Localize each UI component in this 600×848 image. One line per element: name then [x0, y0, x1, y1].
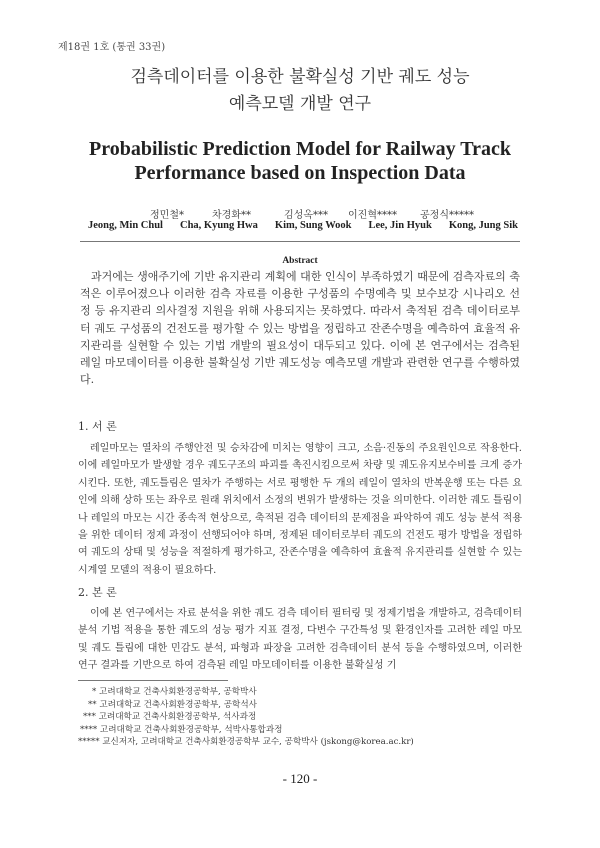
- author-korean-1: 정민철*: [150, 210, 184, 221]
- section-1-title: 1. 서 론: [78, 420, 117, 433]
- korean-title-line1: 검측데이터를 이용한 불확실성 기반 궤도 성능: [130, 67, 470, 87]
- footnotes: [78, 686, 414, 749]
- abstract-body: 과거에는 생애주기에 기반 유지관리 계획에 대한 인식이 부족하였기 때문에 검측자료의 축적은 이루어졌으나 이러한 검측 자료를 이용한 구성품의 수명예측 및 보수보강 시나리오 선정 등 유지관리 의사결정 지원을 위해 사용되지는 못하였다. 따라서 축적된 검측 데이터로부터 궤도 구성품의 건전도를 평가할 수 있는 방법을 정립하고 잔존수명을 예측하여 효율적 유지관리를 실현할 수 있는 기법 개발의 필요성이 대두되고 있다. 이에 본 연구에서는 검측된 레일 마모데이터를 이용한 불확실성 기반 궤도성능 예측모델 개발과 관련한 연구를 수행하였다.: [80, 270, 520, 387]
- author-english-3: Kim, Sung Wook: [274, 220, 352, 231]
- korean-title-line2: 예측모델 개발 연구: [228, 94, 372, 114]
- author-english-5: Kong, Jung Sik: [448, 220, 518, 231]
- footnote-4: **** 고려대학교 건축사회환경공학부, 석박사통합과정: [80, 724, 283, 735]
- section-2-body: 이에 본 연구에서는 자료 분석을 위한 궤도 검측 데이터 필터링 및 정제기법을 개발하고, 검측데이터 분석 기법 적용을 통한 궤도의 성능 평가 지표 결정, 다변수 구간특성 및 환경인자를 고려한 레일 마모 및 궤도 틀림에 대한 민감도 분석, 파형과 파장을 고려한 검측데이터 분석 등을 수행하였으며, 이러한 연구 결과를 기반으로 하여 검측된 레일 마모데이터를 이용한 불확실성 기: [78, 608, 522, 672]
- page-number: - 120 -: [282, 771, 318, 786]
- section-2-title: 2. 본 론: [78, 586, 117, 599]
- author-english-4: Lee, Jin Hyuk: [368, 220, 432, 231]
- footnote-divider: [78, 680, 228, 681]
- english-title-line2: Performance based on Inspection Data: [134, 162, 466, 184]
- section-1-body: 레일마모는 열차의 주행안전 및 승차감에 미치는 영향이 크고, 소음·진동의 주요원인으로 작용한다. 이에 레일마모가 발생할 경우 궤도구조의 파괴를 촉진시킴으로써 차량 및 궤도유지보수비를 크게 증가시킨다. 또한, 궤도틀림은 열차가 주행하는 서로 평행한 두 개의 레일이 열차의 반복운행 또는 다른 요인에 의해 상하 또는 좌우로 원래 위치에서 소정의 변위가 발생하는 것을 의미한다. 이러한 궤도 틀림이나 레일의 마모는 시간 종속적 현상으로, 축적된 검측 데이터의 문제점을 파악하여 궤도 성능 분석 적용을 위한 데이터 정제 과정이 선행되어야 하며, 정제된 데이터로부터 궤도의 건전도 평가 방법을 정립하여 궤도의 상태 및 성능을 적절하게 평가하고, 잔존수명을 예측하여 효율적 유지관리를 실현할 수 있는 시계열 모델의 적용이 필요하다.: [78, 443, 522, 576]
- author-english-1: Jeong, Min Chul: [88, 220, 163, 231]
- author-english-list: [88, 220, 518, 231]
- footnote-1: * 고려대학교 건축사회환경공학부, 공학박사: [92, 687, 257, 697]
- english-title-line1: Probabilistic Prediction Model for Railway Track: [88, 138, 511, 160]
- author-korean-5: 공정식*****: [420, 210, 474, 221]
- author-korean-2: 차경화**: [212, 210, 251, 221]
- footnote-2: ** 고려대학교 건축사회환경공학부, 공학석사: [88, 699, 257, 710]
- author-korean-4: 이진혁****: [348, 210, 397, 221]
- author-english-2: Cha, Kyung Hwa: [180, 220, 258, 231]
- footnote-5: ***** 교신저자, 고려대학교 건축사회환경공학부 교수, 공학박사 (jskong@korea.ac.kr): [78, 737, 414, 748]
- author-korean-3: 김성옥***: [284, 210, 328, 221]
- author-divider: [80, 241, 520, 242]
- footnote-3: *** 고려대학교 건축사회환경공학부, 석사과정: [83, 712, 257, 723]
- journal-issue-header: 제18권 1호 (통권 33권): [58, 42, 166, 53]
- abstract-heading: Abstract: [282, 256, 318, 266]
